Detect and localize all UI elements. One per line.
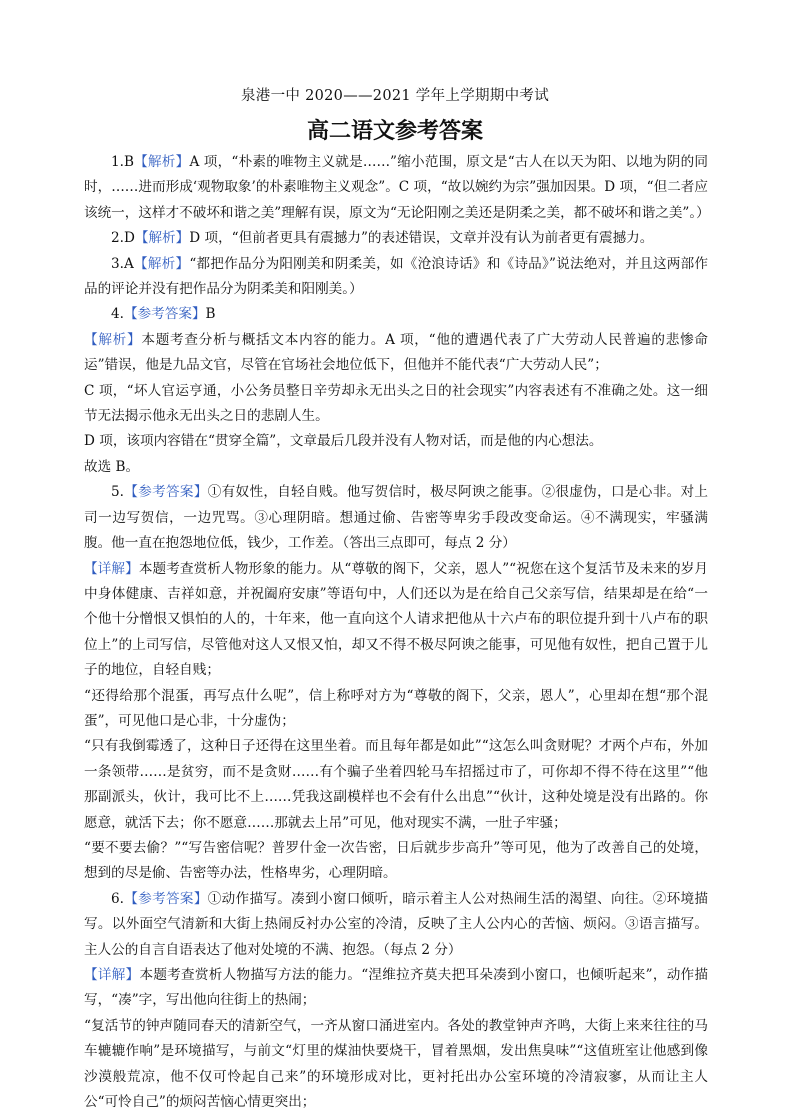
answer-paragraph — [84, 252, 708, 303]
answer-paragraph — [84, 480, 708, 556]
question-number: 2.D — [111, 230, 135, 247]
answer-text: D 项，“但前者更具有震撼力”的表述错误，文章并没有认为前者更有震撼力。 — [189, 230, 654, 247]
answer-paragraph — [84, 226, 708, 251]
answer-text: “还得给那个混蛋，再写点什么呢”，信上称呼对方为“尊敬的阁下，父亲，恩人”，心里却在想“那个混蛋”，可见他口是心非，十分虚伪； — [84, 687, 708, 729]
answer-tag: 【详解】 — [84, 967, 140, 983]
answer-text: B — [205, 306, 216, 323]
answer-tag: 【解析】 — [133, 255, 190, 272]
answer-paragraph — [84, 455, 708, 480]
answer-text: “只有我倒霉透了，这种日子还得在这里坐着。而且每年都是如此”“这怎么叫贪财呢？才两个卢布，外加一条领带……是贫穷，而不是贪财……有个骗子坐着四轮马车招摇过市了，可你却不得不待在这里”“他那副派头，伙计，我可比不上……凭我这副模样也不会有什么出息”“伙计，这种处境是没有出路的。你愿意，就活下去；你不愿意……那就去上吊”可见，他对现实不满，一肚子牢骚； — [84, 738, 708, 831]
answer-paragraph — [84, 302, 708, 327]
answer-text: D 项，该项内容错在“贯穿全篇”，文章最后几段并没有人物对话，而是他的内心想法。 — [84, 433, 603, 450]
answer-paragraph — [84, 963, 708, 1014]
answer-paragraph — [84, 328, 708, 379]
answer-text: “都把作品分为阳刚美和阴柔美，如《沧浪诗话》和《诗品》”说法绝对，并且这两部作品的评论并没有把作品分为阴柔美和阳刚美。） — [84, 255, 708, 298]
answer-text: ①动作描写。凑到小窗口倾听，暗示着主人公对热闹生活的渴望、向往。②环境描写。以外面空气清新和大街上热闹反衬办公室的冷清，反映了主人公内心的苦恼、烦闷。③语言描写。主人公的自言自语表达了他对处境的不满、抱怨。（每点 2 分） — [84, 890, 709, 958]
answer-paragraph — [84, 379, 708, 430]
answer-body — [84, 150, 708, 1115]
question-number: 1.B — [111, 154, 134, 170]
answer-text: 本题考查分析与概括文本内容的能力。A 项，“他的遭遇代表了广大劳动人民普遍的悲惨命运”错误，他是九品文官，尽管在官场社会地位低下，但他并不能代表“广大劳动人民”； — [84, 331, 709, 374]
page-title: 高二语文参考答案 — [306, 119, 483, 144]
answer-tag: 【参考答案】 — [123, 306, 206, 323]
answer-paragraph — [84, 734, 708, 836]
answer-text: 本题考查赏析人物形象的能力。从“尊敬的阁下，父亲，恩人”“祝您在这个复活节及未来的岁月中身体健康、吉祥如意，并祝阖府安康”等语句中，人们还以为是在给自己父亲写信，结果却是在给“一个他十分憎恨又惧怕的人的，十年来，他一直向这个人请求把他从十六卢布的职位提升到十八卢布的职位上”的上司写信，尽管他对这人又恨又怕，却又不得不极尽阿谀之能事，可见他有奴性，把自己置于儿子的地位，自轻自贱； — [84, 560, 708, 679]
question-number: 6. — [111, 890, 124, 907]
answer-paragraph — [84, 836, 708, 887]
answer-text: 本题考查赏析人物描写方法的能力。“涅维拉齐莫夫把耳朵凑到小窗口，也倾听起来”，动作描写，“凑”字，写出他向往街上的热闹； — [84, 967, 709, 1009]
answer-text: 故选 B。 — [84, 458, 140, 475]
answer-text: C 项，“坏人官运亨通，小公务员整日辛劳却永无出头之日的社会现实”内容表述有不准确之处。这一细节无法揭示他永无出头之日的悲剧人生。 — [84, 382, 708, 425]
answer-tag: 【解析】 — [133, 154, 190, 170]
answer-text: A 项，“朴素的唯物主义就是……”缩小范围，原文是“古人在以天为阳、以地为阴的同时，……进而形成‘观物取象’的朴素唯物主义观念”。C 项，“故以婉约为宗”强加因果。D 项，“但二者应该统一，这样才不破坏和谐之美”理解有误，原文为“无论阳刚之美还是阴柔之美，都不破坏和谐之美”。） — [84, 154, 710, 221]
answer-tag: 【参考答案】 — [123, 484, 208, 501]
question-number: 3.A — [111, 255, 134, 272]
answer-tag: 【参考答案】 — [123, 890, 208, 907]
question-number: 5. — [111, 484, 124, 501]
answer-tag: 【详解】 — [84, 560, 139, 577]
answer-paragraph — [84, 1014, 708, 1116]
exam-header: 泉港一中 2020——2021 学年上学期期中考试 — [240, 88, 550, 104]
answer-tag: 【解析】 — [84, 331, 142, 348]
answer-tag: 【解析】 — [134, 230, 190, 247]
question-number: 4. — [111, 306, 124, 323]
answer-paragraph — [84, 557, 708, 684]
answer-paragraph — [84, 150, 708, 226]
answer-paragraph — [84, 429, 708, 454]
answer-text: ①有奴性，自轻自贱。他写贺信时，极尽阿谀之能事。②很虚伪，口是心非。对上司一边写贺信，一边咒骂。③心理阴暗。想通过偷、告密等卑劣手段改变命运。④不满现实，牢骚满腹。他一直在抱怨地位低，钱少，工作差。（答出三点即可，每点 2 分） — [84, 484, 709, 552]
answer-text: “复活节的钟声随同春天的清新空气，一齐从窗口涌进室内。各处的教堂钟声齐鸣，大街上来来往往的马车辘辘作响”是环境描写，与前文“灯里的煤油快要烧干，冒着黑烟，发出焦臭味”“这值班室让他感到像沙漠般荒凉，他不仅可怜起自己来”的环境形成对比，更衬托出办公室环境的冷清寂寥，从而让主人公“可怜自己”的烦闷苦恼心情更突出； — [84, 1017, 708, 1111]
answer-paragraph — [84, 887, 708, 963]
answer-paragraph — [84, 684, 708, 735]
answer-text: “要不要去偷？”“写告密信呢？普罗什金一次告密，日后就步步高升”等可见，他为了改善自己的处境，想到的尽是偷、告密等办法，性格卑劣，心理阴暗。 — [84, 839, 708, 882]
